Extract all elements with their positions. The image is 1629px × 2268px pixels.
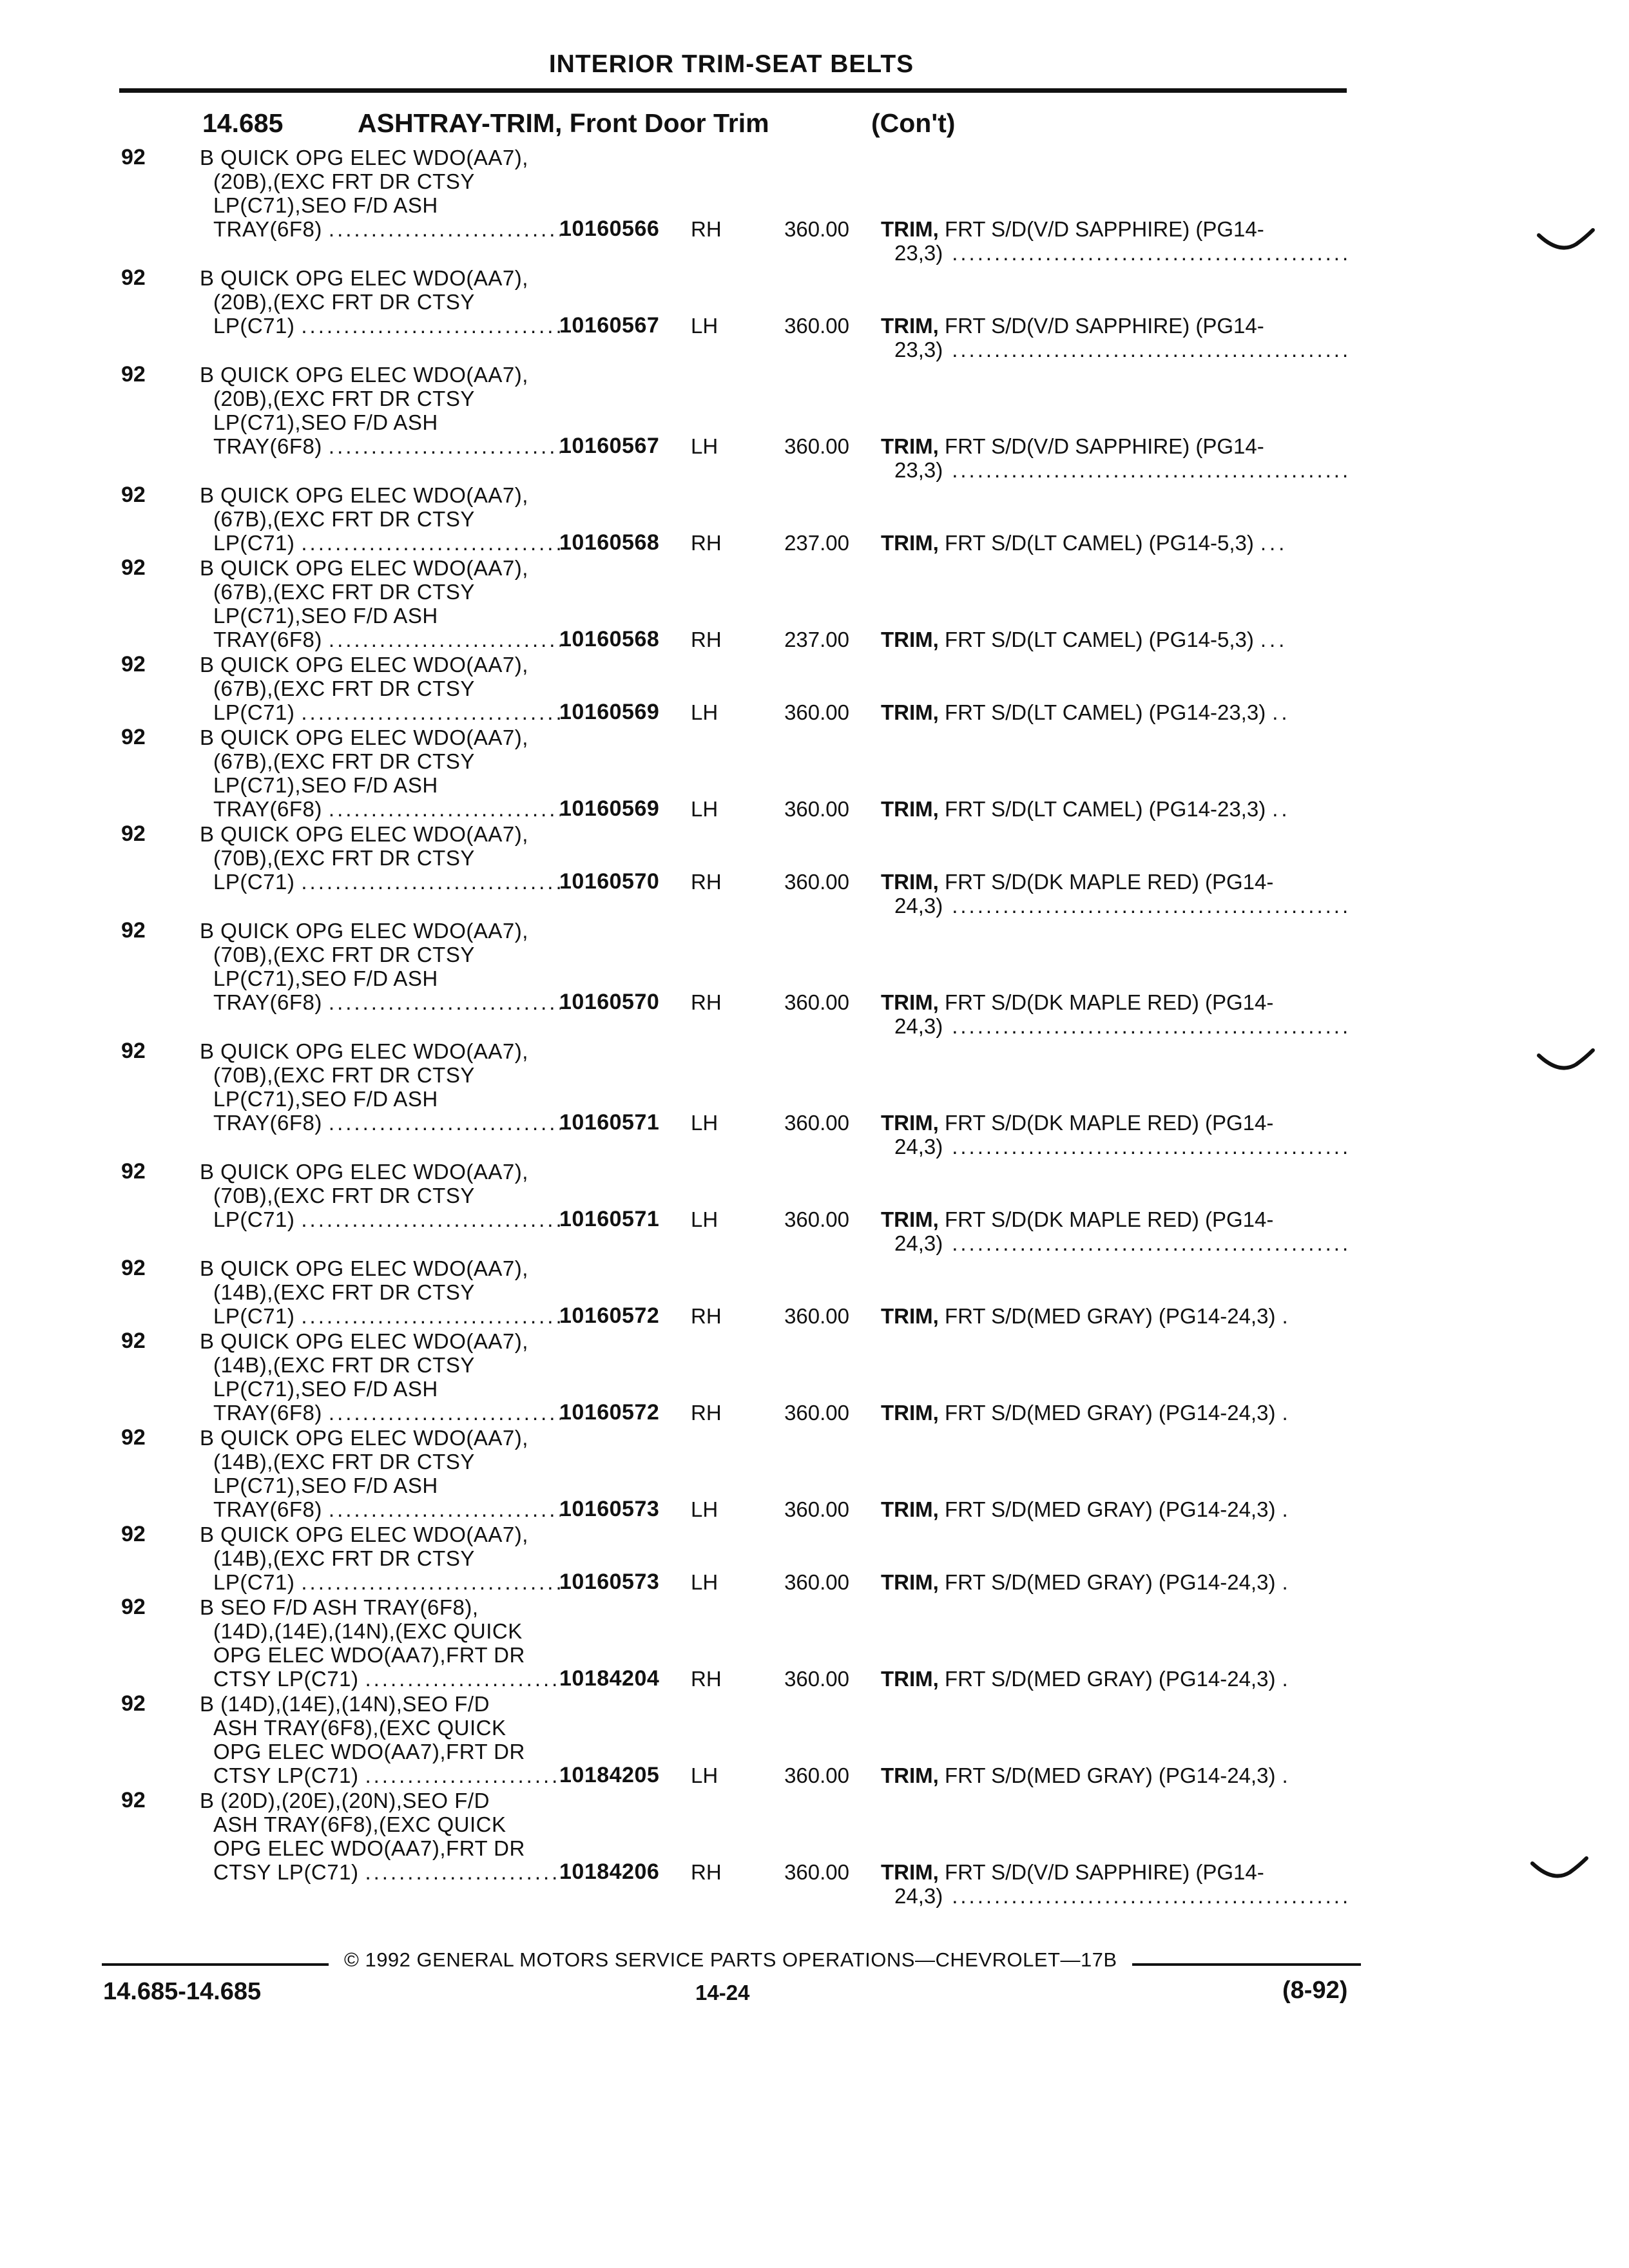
part-number: 10160569 — [559, 700, 660, 724]
description-line: (70B),(EXC FRT DR CTSY — [213, 1063, 475, 1087]
parts-entry — [0, 1329, 1629, 1426]
part-name-text: FRT S/D(LT CAMEL) (PG14-23,3) — [945, 700, 1266, 724]
part-row — [0, 1667, 1629, 1691]
description-line: B QUICK OPG ELEC WDO(AA7), — [200, 919, 528, 943]
part-name — [881, 870, 1348, 918]
part-name — [881, 1763, 1348, 1787]
dot-leader: . — [1282, 1304, 1291, 1328]
description-line: (67B),(EXC FRT DR CTSY — [213, 749, 475, 773]
part-name-text: FRT S/D(DK MAPLE RED) (PG14- — [945, 870, 1274, 894]
description-line: B QUICK OPG ELEC WDO(AA7), — [200, 726, 528, 749]
footer-date: (8-92) — [1282, 1977, 1348, 2004]
description-line: LP(C71),SEO F/D ASH — [213, 966, 438, 990]
parts-entry — [0, 1426, 1629, 1523]
part-quantity: 360.00 — [784, 314, 849, 338]
entry-illustration-number: 92 — [121, 555, 146, 580]
dot-leader: . — [1282, 1763, 1291, 1787]
description-line-text: LP(C71) — [213, 1304, 295, 1328]
part-name — [881, 1667, 1348, 1691]
part-name-text: 23,3) — [894, 338, 943, 361]
part-name-label: TRIM, — [881, 1111, 939, 1135]
description-line: B QUICK OPG ELEC WDO(AA7), — [200, 266, 528, 290]
dot-leader: . — [1282, 1401, 1291, 1425]
part-name-text: FRT S/D(DK MAPLE RED) (PG14- — [945, 990, 1274, 1014]
description-line-text: TRAY(6F8) — [213, 797, 322, 821]
entry-illustration-number: 92 — [121, 725, 146, 749]
part-name-label: TRIM, — [881, 628, 939, 651]
part-row — [0, 628, 1629, 651]
dot-leader — [952, 1014, 1348, 1038]
part-row — [0, 531, 1629, 555]
entry-illustration-number: 92 — [121, 1691, 146, 1716]
part-row — [0, 1110, 1629, 1158]
part-name-text: FRT S/D(V/D SAPPHIRE) (PG14- — [945, 217, 1264, 241]
description-line: ASH TRAY(6F8),(EXC QUICK — [213, 1716, 506, 1740]
description-line: LP(C71),SEO F/D ASH — [213, 410, 438, 434]
entry-illustration-number: 92 — [121, 822, 146, 846]
part-number: 10160568 — [559, 627, 660, 651]
part-quantity: 360.00 — [784, 700, 849, 724]
part-side: RH — [691, 628, 722, 651]
part-quantity: 360.00 — [784, 1860, 849, 1884]
description-line: (14B),(EXC FRT DR CTSY — [213, 1353, 475, 1377]
part-name-line — [881, 217, 1348, 241]
part-name — [881, 1401, 1348, 1425]
description-line: (20B),(EXC FRT DR CTSY — [213, 387, 475, 410]
parts-entry — [0, 1039, 1629, 1160]
parts-entry — [0, 1256, 1629, 1329]
part-name — [881, 1860, 1348, 1908]
dot-leader — [952, 1884, 1348, 1908]
part-number: 10160571 — [559, 1207, 660, 1231]
entry-illustration-number: 92 — [121, 1329, 146, 1353]
part-quantity: 360.00 — [784, 1401, 849, 1425]
parts-entry — [0, 726, 1629, 822]
part-row — [0, 990, 1629, 1038]
part-name-text: FRT S/D(MED GRAY) (PG14-24,3) — [945, 1497, 1276, 1521]
parts-entry — [0, 556, 1629, 653]
part-name-text: FRT S/D(MED GRAY) (PG14-24,3) — [945, 1667, 1276, 1691]
part-name-text: FRT S/D(V/D SAPPHIRE) (PG14- — [945, 1860, 1264, 1884]
dot-leader: .. — [1272, 797, 1291, 821]
description-line-text: CTSY LP(C71) — [213, 1860, 359, 1884]
entry-illustration-number: 92 — [121, 652, 146, 677]
footer-page-number: 14-24 — [695, 1981, 750, 2004]
dot-leader: . — [1282, 1497, 1291, 1521]
part-side: LH — [691, 434, 718, 458]
description-line: (67B),(EXC FRT DR CTSY — [213, 507, 475, 531]
section-name: ASHTRAY-TRIM, Front Door Trim — [358, 108, 769, 138]
parts-entry — [0, 483, 1629, 556]
part-name-text: FRT S/D(MED GRAY) (PG14-24,3) — [945, 1570, 1276, 1594]
dot-leader — [952, 241, 1348, 265]
part-row — [0, 869, 1629, 918]
part-name — [881, 531, 1348, 555]
part-name-text: 23,3) — [894, 241, 943, 265]
part-name — [881, 1304, 1348, 1328]
description-line: B QUICK OPG ELEC WDO(AA7), — [200, 483, 528, 507]
part-name-text: 24,3) — [894, 894, 943, 918]
part-quantity: 360.00 — [784, 434, 849, 458]
description-line: B SEO F/D ASH TRAY(6F8), — [200, 1595, 479, 1619]
part-side: LH — [691, 797, 718, 821]
part-name-label: TRIM, — [881, 434, 939, 458]
description-line: B QUICK OPG ELEC WDO(AA7), — [200, 1329, 528, 1353]
part-quantity: 360.00 — [784, 1497, 849, 1521]
description-line-text: CTSY LP(C71) — [213, 1667, 359, 1691]
part-name — [881, 217, 1348, 265]
part-side: RH — [691, 531, 722, 555]
header-rule — [119, 88, 1347, 93]
part-quantity: 360.00 — [784, 1111, 849, 1135]
description-line: (67B),(EXC FRT DR CTSY — [213, 580, 475, 604]
part-side: RH — [691, 217, 722, 241]
description-line: LP(C71),SEO F/D ASH — [213, 604, 438, 628]
dot-leader: . — [1282, 1667, 1291, 1691]
part-name-label: TRIM, — [881, 1667, 939, 1691]
part-name-label: TRIM, — [881, 1207, 939, 1231]
part-side: RH — [691, 870, 722, 894]
part-name-line — [881, 458, 1348, 482]
part-name-text: FRT S/D(MED GRAY) (PG14-24,3) — [945, 1304, 1276, 1328]
description-line-text: LP(C71) — [213, 1570, 295, 1594]
part-quantity: 360.00 — [784, 797, 849, 821]
dot-leader: ... — [1260, 531, 1288, 555]
part-row — [0, 1497, 1629, 1521]
entry-illustration-number: 92 — [121, 1788, 146, 1812]
part-row — [0, 1207, 1629, 1255]
description-line-text: TRAY(6F8) — [213, 628, 322, 651]
part-name-label: TRIM, — [881, 1570, 939, 1594]
description-line-text: LP(C71) — [213, 870, 295, 894]
part-number: 10184206 — [559, 1860, 660, 1884]
entry-illustration-number: 92 — [121, 1039, 146, 1063]
check-mark-icon — [1527, 1850, 1592, 1889]
description-line: (14B),(EXC FRT DR CTSY — [213, 1280, 475, 1304]
part-name-line — [881, 1667, 1348, 1691]
parts-entry — [0, 822, 1629, 919]
part-quantity: 360.00 — [784, 1304, 849, 1328]
description-line: B QUICK OPG ELEC WDO(AA7), — [200, 653, 528, 677]
part-name-line — [881, 1207, 1348, 1231]
part-name — [881, 314, 1348, 361]
entry-illustration-number: 92 — [121, 265, 146, 290]
description-line-text: LP(C71) — [213, 700, 295, 724]
part-quantity: 360.00 — [784, 1570, 849, 1594]
part-name-label: TRIM, — [881, 1304, 939, 1328]
description-line: B QUICK OPG ELEC WDO(AA7), — [200, 822, 528, 846]
part-quantity: 360.00 — [784, 217, 849, 241]
parts-entry — [0, 1160, 1629, 1256]
description-line: (14B),(EXC FRT DR CTSY — [213, 1450, 475, 1474]
part-number: 10160567 — [559, 313, 660, 338]
part-name — [881, 797, 1348, 821]
description-line-text: TRAY(6F8) — [213, 990, 322, 1014]
description-line: LP(C71),SEO F/D ASH — [213, 1377, 438, 1401]
part-name-label: TRIM, — [881, 1401, 939, 1425]
part-name-label: TRIM, — [881, 797, 939, 821]
part-name-line — [881, 1401, 1348, 1425]
dot-leader: . — [1282, 1570, 1291, 1594]
part-name-line — [881, 1497, 1348, 1521]
dot-leader — [952, 1231, 1348, 1255]
part-side: LH — [691, 1763, 718, 1787]
description-line-text: TRAY(6F8) — [213, 1111, 322, 1135]
part-number: 10160570 — [559, 869, 660, 894]
part-name-text: FRT S/D(LT CAMEL) (PG14-5,3) — [945, 628, 1254, 651]
part-quantity: 237.00 — [784, 628, 849, 651]
part-name-label: TRIM, — [881, 1763, 939, 1787]
part-name-line — [881, 1884, 1348, 1908]
description-line: B QUICK OPG ELEC WDO(AA7), — [200, 1039, 528, 1063]
description-line-text: CTSY LP(C71) — [213, 1763, 359, 1787]
part-row — [0, 1763, 1629, 1787]
dot-leader — [952, 458, 1348, 482]
description-line: B QUICK OPG ELEC WDO(AA7), — [200, 556, 528, 580]
part-name-label: TRIM, — [881, 531, 939, 555]
part-name-text: FRT S/D(MED GRAY) (PG14-24,3) — [945, 1401, 1276, 1425]
part-name-line — [881, 870, 1348, 894]
description-line: (70B),(EXC FRT DR CTSY — [213, 1184, 475, 1207]
parts-entry — [0, 1595, 1629, 1692]
part-row — [0, 1401, 1629, 1425]
description-line: OPG ELEC WDO(AA7),FRT DR — [213, 1643, 525, 1667]
description-line: (67B),(EXC FRT DR CTSY — [213, 677, 475, 700]
part-name-line — [881, 990, 1348, 1014]
part-row — [0, 216, 1629, 265]
description-line: B QUICK OPG ELEC WDO(AA7), — [200, 146, 528, 169]
part-name — [881, 700, 1348, 724]
description-line: B QUICK OPG ELEC WDO(AA7), — [200, 363, 528, 387]
entry-illustration-number: 92 — [121, 145, 146, 169]
description-line: B QUICK OPG ELEC WDO(AA7), — [200, 1256, 528, 1280]
part-row — [0, 1860, 1629, 1908]
entry-illustration-number: 92 — [121, 1159, 146, 1184]
part-number: 10160573 — [559, 1570, 660, 1594]
description-line: LP(C71),SEO F/D ASH — [213, 1087, 438, 1111]
description-line-text: TRAY(6F8) — [213, 1401, 322, 1425]
check-mark-icon — [1534, 1043, 1598, 1081]
description-line: (14B),(EXC FRT DR CTSY — [213, 1546, 475, 1570]
description-line: LP(C71),SEO F/D ASH — [213, 193, 438, 217]
entry-illustration-number: 92 — [121, 362, 146, 387]
part-name-text: 24,3) — [894, 1884, 943, 1908]
parts-list — [0, 146, 1629, 1909]
description-line: B QUICK OPG ELEC WDO(AA7), — [200, 1160, 528, 1184]
part-name-line — [881, 338, 1348, 361]
part-name-text: FRT S/D(V/D SAPPHIRE) (PG14- — [945, 314, 1264, 338]
dot-leader — [952, 1135, 1348, 1158]
description-line: (14D),(14E),(14N),(EXC QUICK — [213, 1619, 523, 1643]
part-name-text: FRT S/D(LT CAMEL) (PG14-23,3) — [945, 797, 1266, 821]
entry-illustration-number: 92 — [121, 1256, 146, 1280]
description-line-text: LP(C71) — [213, 314, 295, 338]
entry-illustration-number: 92 — [121, 483, 146, 507]
footer-rule-left — [102, 1963, 329, 1966]
description-line-text: TRAY(6F8) — [213, 434, 322, 458]
part-number: 10160567 — [559, 434, 660, 458]
part-name-text: 24,3) — [894, 1135, 943, 1158]
parts-entry — [0, 1523, 1629, 1595]
entry-illustration-number: 92 — [121, 1522, 146, 1546]
part-quantity: 360.00 — [784, 1667, 849, 1691]
check-mark-icon — [1534, 222, 1598, 261]
dot-leader: .. — [1272, 700, 1291, 724]
parts-entry — [0, 1789, 1629, 1909]
part-side: RH — [691, 1860, 722, 1884]
parts-entry — [0, 653, 1629, 726]
part-name-text: FRT S/D(DK MAPLE RED) (PG14- — [945, 1111, 1274, 1135]
description-line: B QUICK OPG ELEC WDO(AA7), — [200, 1426, 528, 1450]
part-row — [0, 313, 1629, 361]
part-side: RH — [691, 1401, 722, 1425]
parts-entry — [0, 919, 1629, 1039]
part-name-text: FRT S/D(DK MAPLE RED) (PG14- — [945, 1207, 1274, 1231]
part-side: LH — [691, 1570, 718, 1594]
part-name-line — [881, 314, 1348, 338]
footer-section-range: 14.685-14.685 — [103, 1978, 262, 2005]
part-quantity: 360.00 — [784, 1763, 849, 1787]
part-number: 10160566 — [559, 216, 660, 241]
description-line: B QUICK OPG ELEC WDO(AA7), — [200, 1523, 528, 1546]
part-side: LH — [691, 700, 718, 724]
part-name-line — [881, 1304, 1348, 1328]
parts-entry — [0, 266, 1629, 363]
description-line-text: LP(C71) — [213, 531, 295, 555]
part-name-label: TRIM, — [881, 870, 939, 894]
part-name-text: 24,3) — [894, 1014, 943, 1038]
parts-entry — [0, 1692, 1629, 1789]
part-name — [881, 434, 1348, 482]
entry-illustration-number: 92 — [121, 1595, 146, 1619]
part-name-text: FRT S/D(MED GRAY) (PG14-24,3) — [945, 1763, 1276, 1787]
part-name-label: TRIM, — [881, 1860, 939, 1884]
dot-leader: ... — [1260, 628, 1288, 651]
part-name-line — [881, 241, 1348, 265]
description-line: (20B),(EXC FRT DR CTSY — [213, 169, 475, 193]
part-name — [881, 628, 1348, 651]
part-number: 10160573 — [559, 1497, 660, 1521]
part-name-line — [881, 894, 1348, 918]
section-number: 14.685 — [202, 108, 284, 138]
part-row — [0, 797, 1629, 821]
part-name-line — [881, 1111, 1348, 1135]
description-line: (70B),(EXC FRT DR CTSY — [213, 846, 475, 870]
part-quantity: 360.00 — [784, 990, 849, 1014]
footer-rule-right — [1132, 1963, 1361, 1966]
part-name-label: TRIM, — [881, 990, 939, 1014]
part-name — [881, 990, 1348, 1038]
part-name-label: TRIM, — [881, 700, 939, 724]
part-number: 10160572 — [559, 1400, 660, 1425]
part-name-line — [881, 434, 1348, 458]
description-line-text: TRAY(6F8) — [213, 1497, 322, 1521]
part-number: 10184204 — [559, 1666, 660, 1691]
description-line: B (20D),(20E),(20N),SEO F/D — [200, 1789, 490, 1812]
part-side: LH — [691, 1111, 718, 1135]
part-quantity: 360.00 — [784, 1207, 849, 1231]
part-name — [881, 1497, 1348, 1521]
part-side: RH — [691, 1304, 722, 1328]
part-name-text: 23,3) — [894, 458, 943, 482]
part-name — [881, 1111, 1348, 1158]
description-line-text: LP(C71) — [213, 1207, 295, 1231]
part-name-line — [881, 1231, 1348, 1255]
part-side: LH — [691, 1497, 718, 1521]
part-number: 10184205 — [559, 1763, 660, 1787]
part-number: 10160571 — [559, 1110, 660, 1135]
part-name-line — [881, 1860, 1348, 1884]
part-name-label: TRIM, — [881, 217, 939, 241]
part-name-line — [881, 700, 1348, 724]
part-number: 10160569 — [559, 796, 660, 821]
part-name-text: FRT S/D(LT CAMEL) (PG14-5,3) — [945, 531, 1254, 555]
copyright-notice: © 1992 GENERAL MOTORS SERVICE PARTS OPERATIONS—CHEVROLET—17B — [344, 1948, 1117, 1971]
entry-illustration-number: 92 — [121, 1425, 146, 1450]
part-number: 10160568 — [559, 530, 660, 555]
part-name-label: TRIM, — [881, 314, 939, 338]
part-number: 10160572 — [559, 1303, 660, 1328]
part-row — [0, 434, 1629, 482]
description-line: OPG ELEC WDO(AA7),FRT DR — [213, 1836, 525, 1860]
description-line: LP(C71),SEO F/D ASH — [213, 1474, 438, 1497]
description-line: LP(C71),SEO F/D ASH — [213, 773, 438, 797]
part-side: RH — [691, 1667, 722, 1691]
part-side: LH — [691, 1207, 718, 1231]
description-line: (20B),(EXC FRT DR CTSY — [213, 290, 475, 314]
part-name-line — [881, 628, 1348, 651]
part-name-line — [881, 1014, 1348, 1038]
part-quantity: 237.00 — [784, 531, 849, 555]
part-number: 10160570 — [559, 990, 660, 1014]
description-line-text: TRAY(6F8) — [213, 217, 322, 241]
section-continued: (Con't) — [871, 108, 956, 138]
parts-entry — [0, 363, 1629, 483]
part-row — [0, 1570, 1629, 1594]
page-header-title: INTERIOR TRIM-SEAT BELTS — [548, 50, 914, 78]
part-name — [881, 1570, 1348, 1594]
description-line: ASH TRAY(6F8),(EXC QUICK — [213, 1812, 506, 1836]
part-name-line — [881, 1570, 1348, 1594]
dot-leader — [952, 894, 1348, 918]
part-row — [0, 700, 1629, 724]
part-name-text: FRT S/D(V/D SAPPHIRE) (PG14- — [945, 434, 1264, 458]
part-name-line — [881, 797, 1348, 821]
part-name-text: 24,3) — [894, 1231, 943, 1255]
parts-entry — [0, 146, 1629, 266]
part-name — [881, 1207, 1348, 1255]
part-row — [0, 1304, 1629, 1328]
entry-illustration-number: 92 — [121, 918, 146, 943]
part-side: LH — [691, 314, 718, 338]
part-name-label: TRIM, — [881, 1497, 939, 1521]
part-name-line — [881, 1135, 1348, 1158]
part-side: RH — [691, 990, 722, 1014]
part-name-line — [881, 1763, 1348, 1787]
description-line: B (14D),(14E),(14N),SEO F/D — [200, 1692, 490, 1716]
description-line: OPG ELEC WDO(AA7),FRT DR — [213, 1740, 525, 1763]
description-line: (70B),(EXC FRT DR CTSY — [213, 943, 475, 966]
dot-leader — [952, 338, 1348, 361]
part-quantity: 360.00 — [784, 870, 849, 894]
part-name-line — [881, 531, 1348, 555]
